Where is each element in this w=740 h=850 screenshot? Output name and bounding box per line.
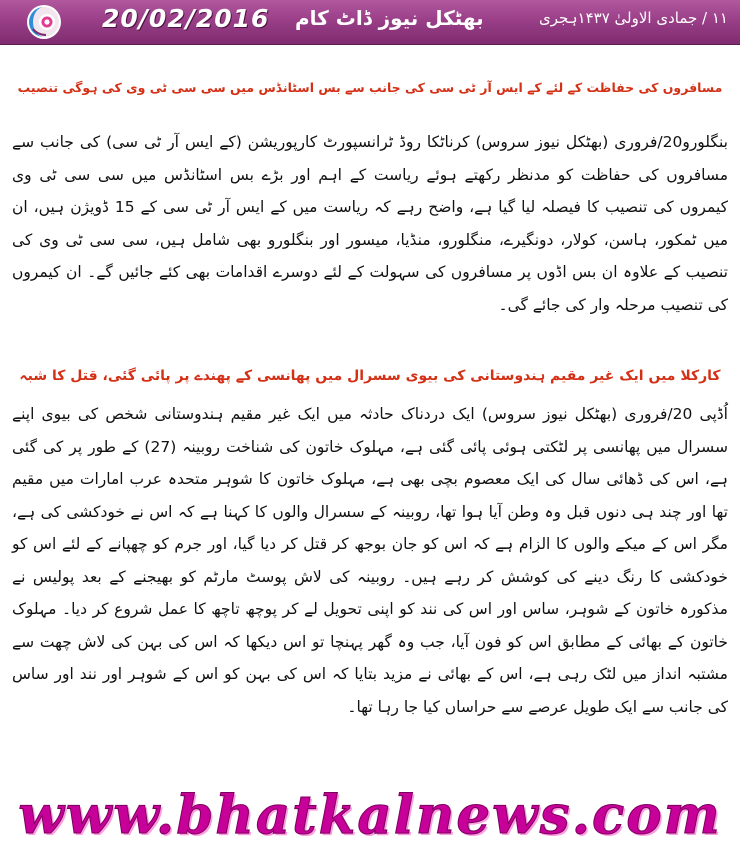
article-1-headline: مسافروں کی حفاظت کے لئے کے ایس آر ٹی سی کی جانب سے بس اسٹانڈس میں سی سی ٹی وی کی ہوگی تنصیب [17,80,723,95]
hijri-date: ۱۱ / جمادی الاولیٰ ۱۴۳۷ہجری [539,9,728,27]
bhatkal-news-logo-icon [26,4,62,40]
article-1-body: بنگلورو20/فروری (بھٹکل نیوز سروس) کرناٹکا روڈ ٹرانسپورٹ کارپوریشن (کے ایس آر ٹی سی) کی جانب سے مسافروں کی حفاظت کو مدنظر رکھتے ہوئے ریاست کے اہم اور بڑے بس اسٹانڈس میں سی سی ٹی وی کیمروں کی تنصیب کا فیصلہ لیا گیا ہے، واضح رہے کہ ریاست میں کے ایس آر ٹی سی کے 15 ڈویژن ہیں، ان میں ٹمکور، ہاسن، کولار، دونگیرے، منگلورو، منڈیا، میسور اور بنگلورو بھی شامل ہیں، سی سی ٹی وی کی تنصیب کے علاوہ ان بس اڈوں پر مسافروں کی سہولت کے لئے دوسرے اقدامات بھی کئے جائیں گے۔ ان کیمروں کی تنصیب مرحلہ وار کی جائے گی۔ [12,133,729,314]
article-2-body: اُڈپی 20/فروری (بھٹکل نیوز سروس) ایک دردناک حادثہ میں ایک غیر مقیم ہندوستانی شخص کی بیوی اپنے سسرال میں پھانسی پر لٹکتی ہوئی پائی گئی ہے، مہلوک خاتون کی شناخت روبینہ (27) کے طور پر کی گئی ہے، اس کی ڈھائی سال کی ایک معصوم بچی بھی ہے، مہلوک خاتون کا شوہر متحدہ عرب امارات میں مقیم تھا اور چند ہی دنوں قبل وہ وطن آیا ہوا تھا، روبینہ کے سسرال والوں کا کہنا ہے کہ اس نے خودکشی کی ہے، مگر اس کے میکے والوں کا الزام ہے کہ اس کو جان بوجھ کر قتل کر دیا گیا، اور جرم کو چھپانے کے لئے اس کو خودکشی کا رنگ دینے کی کوشش کر رہے ہیں۔ روبینہ کی لاش پوسٹ مارٹم کو بھیجنے کے بعد پولیس نے مذکورہ خاتون کے شوہر، ساس اور اس کی نند کو اپنی تحویل لے کر پوچھ تاچھ کا عمل شروع کر دیا۔ مہلوک خاتون کے بھائی کے مطابق اس کو فون آیا، جب وہ گھر پہنچا تو اس دیکھا کہ اس کی بہن کی لاش چھت سے مشتبہ انداز میں لٹک رہی ہے، اس کے بھائی نے مزید بتایا کہ اس کی بہن کو اس کے شوہر اور نند اور ساس کی جانب سے ایک طویل عرصے سے حراساں کیا جا رہا تھا۔ [12,405,728,716]
issue-date: 20/02/2016 [102,4,270,33]
header-bar [0,0,740,45]
article-2-headline: کارکلا میں ایک غیر مقیم ہندوستانی کی بیوی سسرال میں پھانسی کے پھندے پر پائی گئی، قتل کا شبہ [19,368,721,384]
website-url: www.bhatkalnews.com [18,784,722,846]
brand-name: بھٹکل نیوز ڈاٹ کام [295,6,484,30]
